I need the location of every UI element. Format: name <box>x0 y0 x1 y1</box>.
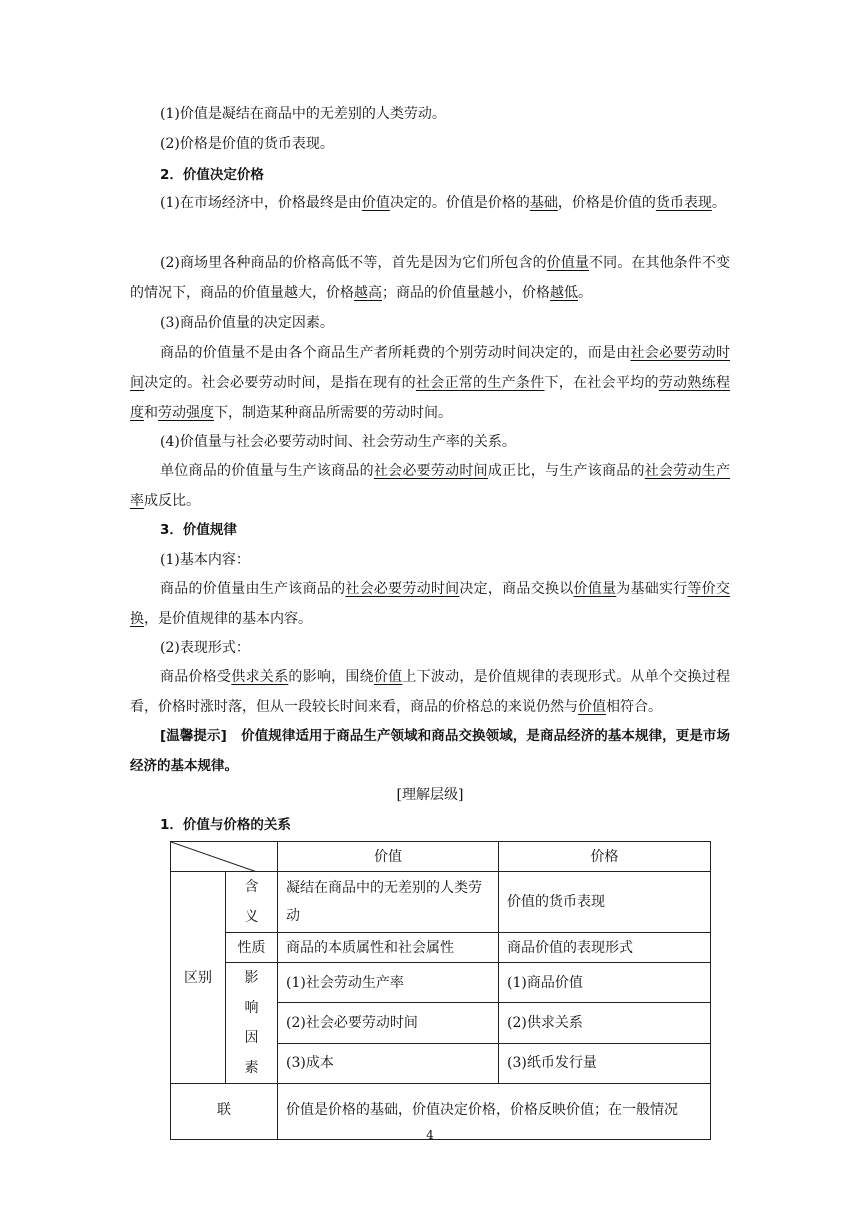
text: 不同。在其他条件不变的情况下，商品的价值量越大，价格 <box>130 255 731 301</box>
table-row-label-factors: 影响因素 <box>226 963 278 1084</box>
paragraph-value-factors: (3)商品价值量的决定因素。 <box>160 315 334 331</box>
heading-law-of-value: 3．价值规律 <box>160 522 237 538</box>
level-label: [理解层级] <box>396 787 464 803</box>
table-cell-factor-value-1: (1)社会劳动生产率 <box>278 963 499 1003</box>
underlined-term: 社会劳动生产率 <box>130 463 731 509</box>
paragraph-form-text <box>130 662 730 722</box>
text: 商品的价值量不是由各个商品生产者所耗费的个别劳动时间决定的，而是由 <box>160 345 631 361</box>
table-cell-factor-value-3: (3)成本 <box>278 1043 499 1083</box>
underlined-term: 供求关系 <box>231 669 289 685</box>
underlined-term: 社会必要劳动时间 <box>345 581 460 597</box>
paragraph-basic-content-text <box>130 574 730 634</box>
paragraph-necessary-labor-time <box>130 338 730 428</box>
tip-label: [温馨提示] <box>160 728 227 744</box>
underlined-term: 价值 <box>373 669 403 685</box>
table-group-difference: 区别 <box>171 872 226 1084</box>
text: 商品价格受 <box>160 669 232 685</box>
underlined-term: 货币表现 <box>655 195 712 211</box>
heading-value-price-relation: 1．价值与价格的关系 <box>160 817 291 833</box>
table-cell-factor-value-2: (2)社会必要劳动时间 <box>278 1003 499 1043</box>
paragraph-basic-content: (1)基本内容： <box>160 552 250 568</box>
text: ；商品的价值量越小，价格 <box>382 285 550 301</box>
text: 决定的。价值是价格的 <box>389 195 530 211</box>
table-header-price: 价格 <box>499 842 711 872</box>
text: 成反比。 <box>144 493 200 509</box>
text: 上下波动，是价值规律的表现形式。从单个交换过程看，价格时涨时落，但从一段较长时间来看，商品的价格总的来说仍然与 <box>130 669 731 715</box>
underlined-term: 价值 <box>361 195 390 211</box>
tip-text: 价值规律适用于商品生产领域和商品交换领域，是商品经济的基本规律，更是市场经济的基本规律。 <box>130 728 731 774</box>
text: 商品的价值量由生产该商品的 <box>160 581 346 597</box>
text: 单位商品的价值量与生产该商品的 <box>160 463 374 479</box>
text: 的影响，围绕 <box>288 669 374 685</box>
underlined-term: 价值量 <box>573 581 617 597</box>
table-cell-link-text: 价值是价格的基础，价值决定价格，价格反映价值；在一般情况 <box>278 1084 711 1140</box>
text: 决定，商品交换以 <box>459 581 574 597</box>
paragraph-price-differences <box>130 248 730 308</box>
table-row-label-meaning: 含义 <box>226 872 278 933</box>
heading-value-determines-price: 2．价值决定价格 <box>160 167 264 183</box>
table-cell-factor-price-1: (1)商品价值 <box>499 963 711 1003</box>
text: 成正比，与生产该商品的 <box>487 463 645 479</box>
value-price-table <box>170 841 711 1140</box>
underlined-term: 社会必要劳动时间 <box>373 463 488 479</box>
text: 和 <box>144 405 158 421</box>
diagonal-line-icon <box>171 842 257 872</box>
table-cell-nature-price: 商品价值的表现形式 <box>499 933 711 963</box>
paragraph-form: (2)表现形式： <box>160 640 250 656</box>
text: 下，制造某种商品所需要的劳动时间。 <box>214 405 452 421</box>
text: 决定的。社会必要劳动时间，是指在现有的 <box>144 375 416 391</box>
table-cell-nature-value: 商品的本质属性和社会属性 <box>278 933 499 963</box>
text: 下，在社会平均的 <box>544 375 659 391</box>
underlined-term: 社会必要劳动时间 <box>130 345 731 391</box>
text: ，价格是价值的 <box>557 195 656 211</box>
text: 。 <box>578 285 592 301</box>
underlined-term: 越低 <box>550 285 578 301</box>
tip-box <box>130 721 730 781</box>
paragraph-market-economy <box>130 188 730 218</box>
text: (2)商场里各种商品的价格高低不等，首先是因为它们所包含的 <box>160 255 547 271</box>
text: 。 <box>711 195 726 211</box>
table-row-label-nature: 性质 <box>226 933 278 963</box>
underlined-term: 价值量 <box>546 255 590 271</box>
underlined-term: 劳动强度 <box>158 405 214 421</box>
paragraph-relationship: (4)价值量与社会必要劳动时间、社会劳动生产率的关系。 <box>160 434 516 450</box>
table-row-label-link: 联 <box>171 1084 278 1140</box>
text: ，是价值规律的基本内容。 <box>144 611 312 627</box>
text: 为基础实行 <box>616 581 688 597</box>
table-cell-meaning-price: 价值的货币表现 <box>499 872 711 933</box>
table-header-value: 价值 <box>278 842 499 872</box>
text: 相符合。 <box>606 699 662 715</box>
text: (1)在市场经济中，价格最终是由 <box>160 195 362 211</box>
table-cell-meaning-value: 凝结在商品中的无差别的人类劳动 <box>278 872 499 933</box>
underlined-term: 社会正常的生产条件 <box>415 375 545 391</box>
table-cell-factor-price-3: (3)纸币发行量 <box>499 1043 711 1083</box>
table-corner-cell <box>171 842 278 872</box>
underlined-term: 越高 <box>354 285 382 301</box>
page-number: 4 <box>426 1128 434 1142</box>
underlined-term: 等价交换 <box>130 581 731 627</box>
underlined-term: 价值 <box>578 699 606 715</box>
paragraph-value-definition: (1)价值是凝结在商品中的无差别的人类劳动。 <box>160 106 446 122</box>
table-cell-factor-price-2: (2)供求关系 <box>499 1003 711 1043</box>
paragraph-price-definition: (2)价格是价值的货币表现。 <box>160 136 334 152</box>
paragraph-proportionality <box>130 456 730 516</box>
underlined-term: 基础 <box>529 195 558 211</box>
underlined-term: 劳动熟练程度 <box>130 375 731 421</box>
